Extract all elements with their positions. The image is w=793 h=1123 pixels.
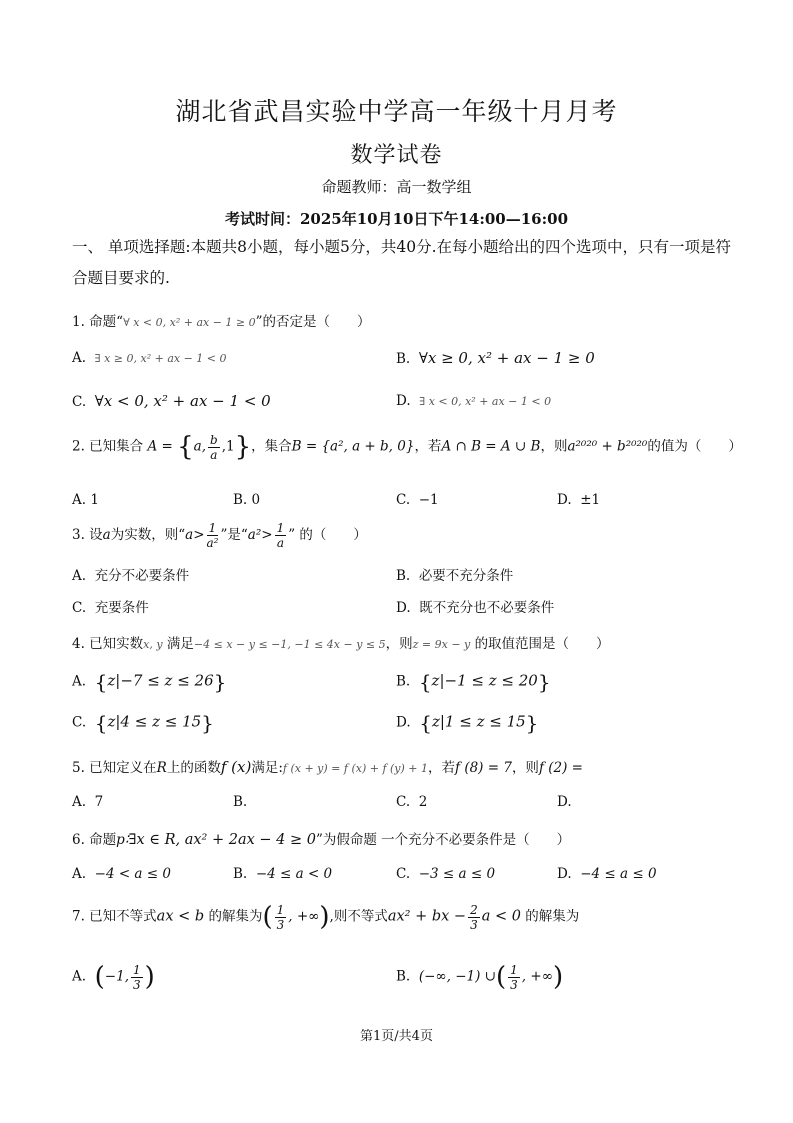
q4-option-a: A. {z|−7 ≤ z ≤ 26} — [72, 670, 227, 694]
q4-option-b: B. {z|−1 ≤ z ≤ 20} — [396, 670, 551, 694]
question-4-stem: 4. 已知实数x, y 满足−4 ≤ x − y ≤ −1, −1 ≤ 4x − y ≤ 5，则z = 9x − y 的取值范围是（ ） — [72, 636, 610, 652]
exam-time: 考试时间：2025年10月10日下午14:00—16:00 — [224, 210, 569, 228]
q5-option-b: B. — [233, 794, 248, 810]
q6-option-a: A. −4 < a ≤ 0 — [72, 866, 171, 882]
q3-option-a: A. 充分不必要条件 — [72, 568, 190, 584]
q1-option-d: D. ∃ x < 0, x² + ax − 1 < 0 — [396, 393, 552, 409]
question-3-stem: 3. 设a为实数，则“a> $\frac{1}{\text{a²}}$ ”是“a²> $\frac{1}{a}$ ” 的（ ） — [72, 521, 367, 550]
q5-option-c: C. 2 — [396, 794, 428, 810]
q4-option-d: D. {z|1 ≤ z ≤ 15} — [396, 711, 539, 735]
exam-subject: 数学试卷 — [350, 143, 443, 168]
q1-option-b: B. ∀x ≥ 0, x² + ax − 1 ≥ 0 — [396, 349, 595, 367]
q7-option-a: A. (−1, $\frac{1}{3}$ ) — [72, 962, 155, 992]
section-1-intro: 一、 单项选择题:本题共8小题，每小题5分，共40分.在每小题给出的四个选项中，只有一项是符合题目要求的. — [72, 238, 732, 287]
q6-option-b: B. −4 ≤ a < 0 — [233, 866, 333, 882]
q2-option-c: C. −1 — [396, 492, 439, 508]
q6-option-d: D. −4 ≤ a ≤ 0 — [557, 866, 657, 882]
q1-formula: ∀ x < 0, x² + ax − 1 ≥ 0 — [123, 316, 256, 329]
q3-option-c: C. 充要条件 — [72, 600, 149, 616]
question-5-stem: 5. 已知定义在R上的函数f (x)满足:f (x + y) = f (x) + f (y) + 1，若f (8) = 7，则f (2) = — [72, 758, 583, 776]
q2-option-b: B. 0 — [233, 492, 261, 508]
exam-teacher: 命题教师：高一数学组 — [321, 178, 472, 196]
q2-option-a: A. 1 — [72, 492, 99, 508]
q5-option-d: D. — [557, 794, 572, 810]
q6-option-c: C. −3 ≤ a ≤ 0 — [396, 866, 496, 882]
q3-option-d: D. 既不充分也不必要条件 — [396, 600, 555, 616]
q1-option-c: C. ∀x < 0, x² + ax − 1 < 0 — [72, 392, 271, 410]
q1-option-a: A. ∃ x ≥ 0, x² + ax − 1 < 0 — [72, 350, 227, 366]
question-2-stem: 2. 已知集合 A = {a, $\frac{b}{a}$ ,1}，集合B = {a², a + b, 0}，若A ∩ B = A ∪ B，则a²⁰²⁰ + b²⁰²⁰的值为（ ） — [72, 432, 742, 462]
q4-option-c: C. {z|4 ≤ z ≤ 15} — [72, 711, 214, 735]
page-footer: 第1页/共4页 — [360, 1029, 433, 1044]
exam-title: 湖北省武昌实验中学高一年级十月月考 — [175, 97, 618, 126]
question-7-stem: 7. 已知不等式ax < b 的解集为( $\frac{1}{3}$ , +∞),则不等式ax² + bx − $\frac{2}{3}$ a < 0 的解集为 — [72, 902, 580, 932]
question-1-stem: 1. 命题“∀ x < 0, x² + ax − 1 ≥ 0”的否定是（ ） — [72, 314, 371, 330]
q2-option-d: D. ±1 — [557, 492, 601, 508]
q5-option-a: A. 7 — [72, 794, 104, 810]
q3-option-b: B. 必要不充分条件 — [396, 568, 514, 584]
question-6-stem: 6. 命题p∶∃x ∈ R, ax² + 2ax − 4 ≥ 0”为假命题 一个充分不必要条件是（ ） — [72, 832, 571, 848]
q7-option-b: B. (−∞, −1) ∪( $\frac{1}{3}$ , +∞) — [396, 962, 564, 992]
